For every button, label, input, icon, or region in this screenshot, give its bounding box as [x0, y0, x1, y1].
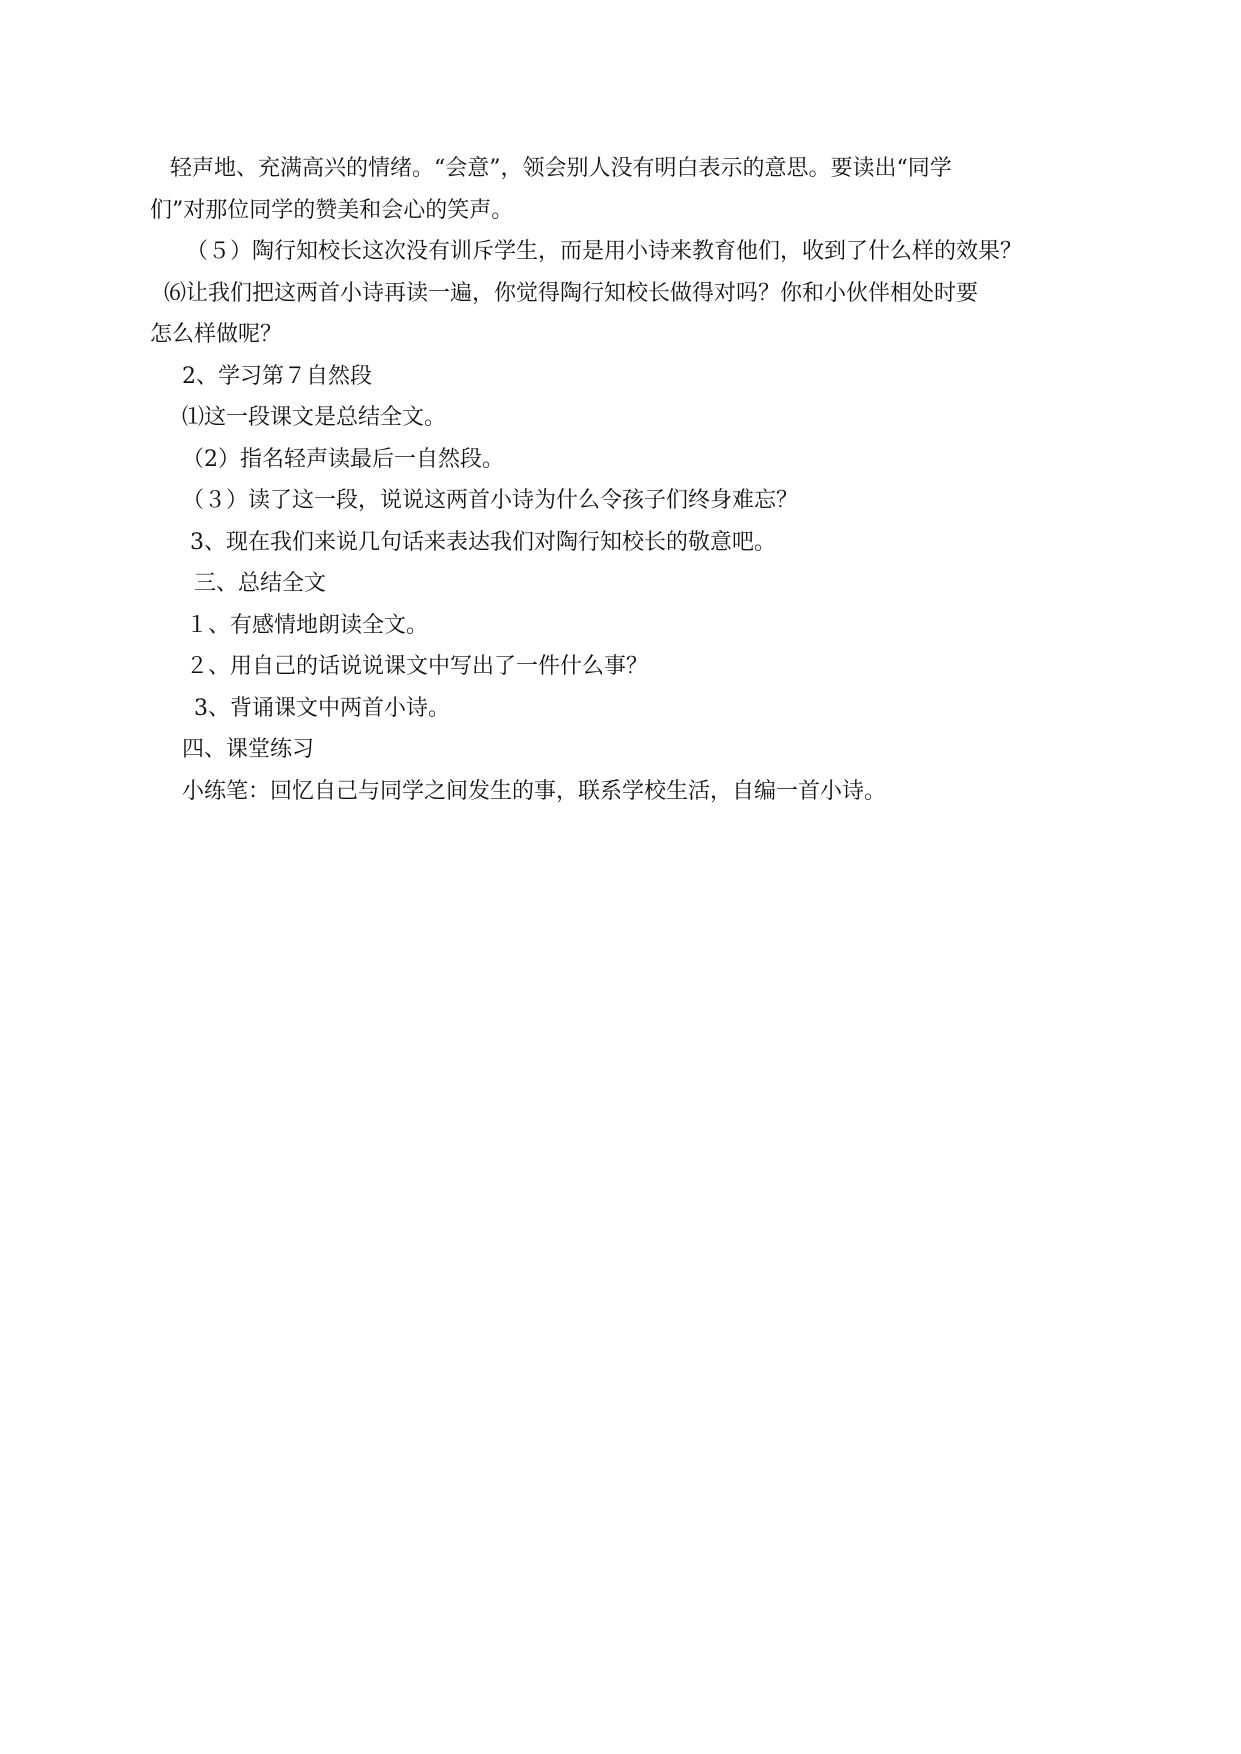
paragraph-line-2: 们”对那位同学的赞美和会心的笑声。: [150, 197, 514, 223]
question-6-line-2: 怎么样做呢？: [150, 322, 283, 347]
item-1-line: ⑴这一段课文是总结全文。: [182, 405, 447, 430]
item-3-line: （３）读了这一段，说说这两首小诗为什么令孩子们终身难忘？: [182, 488, 799, 513]
summary-item-1: １、有感情地朗读全文。: [186, 612, 429, 638]
practice-writing-line: 小练笔：回忆自己与同学之间发生的事，联系学校生活，自编一首小诗。: [182, 778, 887, 804]
question-6-line-1: ⑹让我们把这两首小诗再读一遍，你觉得陶行知校长做得对吗？你和小伙伴相处时要: [164, 280, 979, 306]
summary-item-2: ２、用自己的话说说课文中写出了一件什么事？: [186, 654, 649, 679]
section-heading-3: 3、现在我们来说几句话来表达我们对陶行知校长的敬意吧。: [190, 529, 776, 555]
chapter-heading-practice: 四、课堂练习: [182, 737, 315, 762]
item-2-line: （2）指名轻声读最后一自然段。: [182, 446, 504, 472]
chapter-heading-summary: 三、总结全文: [194, 571, 327, 596]
paragraph-line-1: 轻声地、充满高兴的情绪。“会意”，领会别人没有明白表示的意思。要读出“同学: [170, 156, 952, 181]
summary-item-3: 3、背诵课文中两首小诗。: [194, 695, 450, 721]
section-heading-2: 2、学习第７自然段: [182, 363, 372, 389]
question-5-line: （５）陶行知校长这次没有训斥学生，而是用小诗来教育他们，收到了什么样的效果？: [186, 239, 1023, 264]
document-body: [150, 155, 1110, 819]
